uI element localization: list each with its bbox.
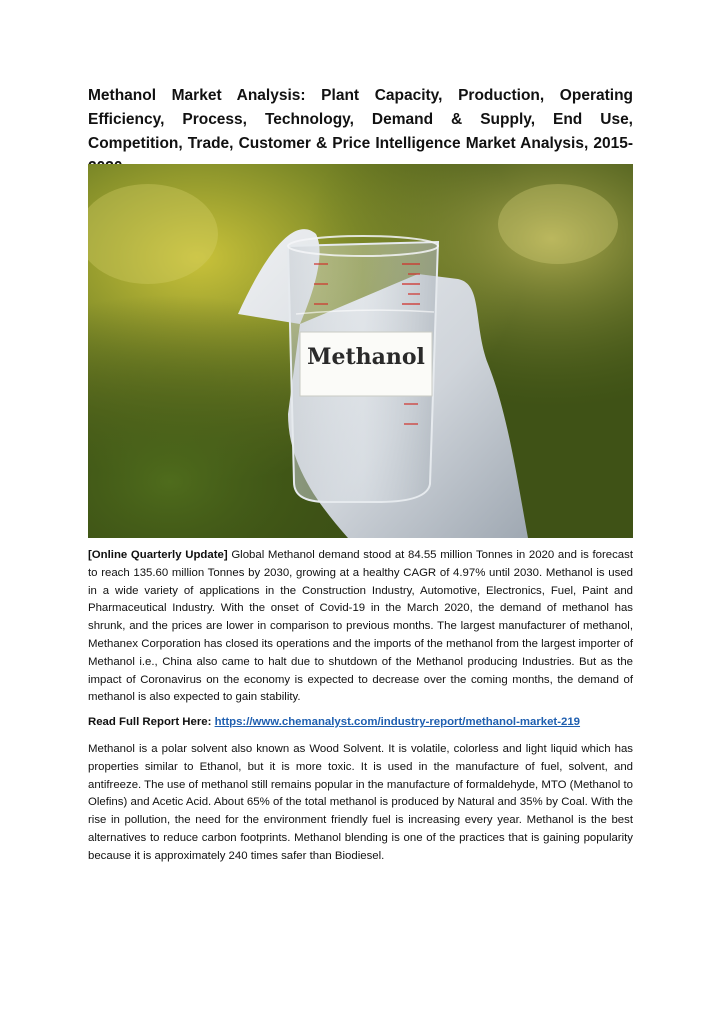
report-label: Read Full Report Here: bbox=[88, 716, 212, 728]
document-title: Methanol Market Analysis: Plant Capacity, Production, Operating Efficiency, Process, Technology, Demand & Supply, End Use, Competition, Trade, Customer & Price Intelligence Market Analysis, 2015- bbox=[88, 87, 633, 152]
report-link-paragraph bbox=[88, 714, 633, 732]
update-paragraph bbox=[88, 547, 633, 707]
report-link[interactable]: https://www.chemanalyst.com/industry-report/methanol-market-219 bbox=[214, 716, 581, 728]
glass-label-text: Methanol bbox=[307, 344, 425, 370]
update-text: Global Methanol demand stood at 84.55 million Tonnes in 2020 and is forecast to reach 135.60 million Tonnes by 2030, growing at a healthy CAGR of 4.97% until 2030. Methanol is used in a wide variety of applications in the Construction Industry, Automotive, Electronics, Fuel, Paint and Pharmaceutical Industry. With the onset of Covid-19 in the March 2020, the demand of methanol has shrunk, and the prices are lower in comparison to previous months. The largest manufacturer of methanol, Methanex Corporation has closed its operations and the imports of the methanol from the largest importer of Methanol i.e., China also came to halt due to shutdown of the Methanol producing Industries. But as the impact of Coronavirus on the economy is expected to decrease over the coming months, the demand of methanol is also expected to gain stability. bbox=[88, 549, 634, 704]
update-tag: [Online Quarterly Update] bbox=[88, 549, 228, 561]
body-paragraph: Methanol is a polar solvent also known as Wood Solvent. It is volatile, colorless and light liquid which has properties similar to Ethanol, but it is more toxic. It is used in the manufacture of fuel, solvent, and antifreeze. The use of methanol still remains popular in the manufacture of formaldehyde, MTO (Methanol to Olefins) and Acetic Acid. About 65% of the total methanol is produced by Natural and 35% by Coal. With the rise in pollution, the need for the environment friendly fuel is increasing every year. Methanol is the best alternatives to reduce carbon footprints. Methanol blending is one of the practices that is gaining popularity because it is approximately 240 times safer than Biodiesel. bbox=[88, 743, 633, 862]
